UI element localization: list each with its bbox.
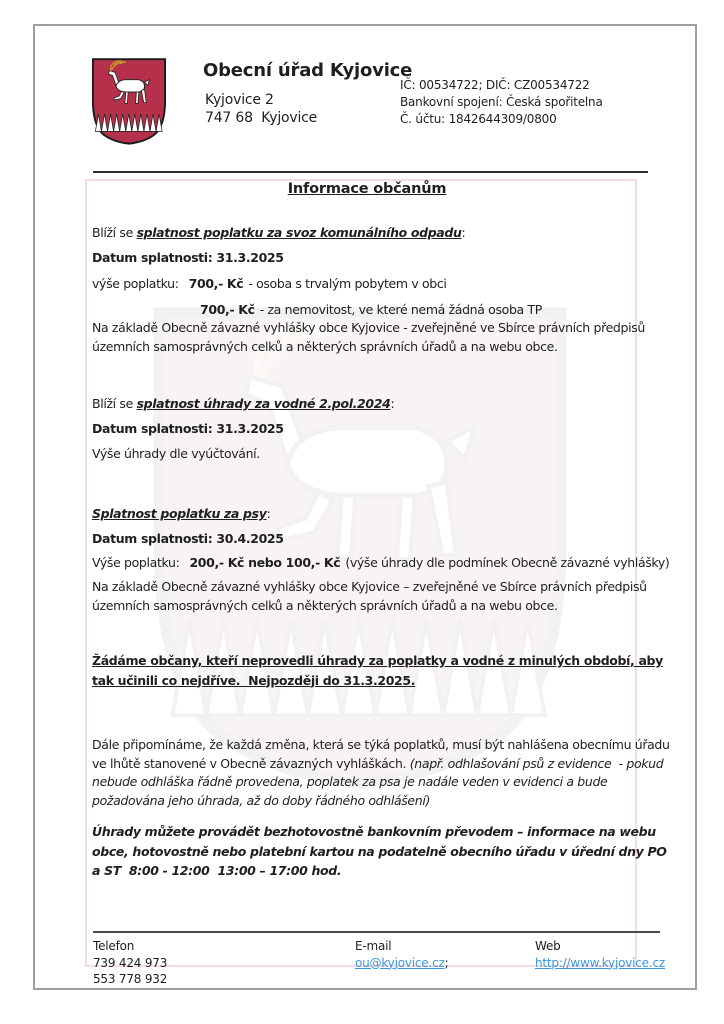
dogs-heading: Splatnost poplatku za psy <box>92 506 267 521</box>
waste-fee-line-2 <box>200 302 542 317</box>
waste-intro-line <box>92 225 465 240</box>
footer-web-line <box>535 955 665 972</box>
waste-intro-emphasis: splatnost poplatku za svoz komunálního odpadu <box>136 225 462 240</box>
footer-email-line <box>355 955 448 972</box>
change-reminder <box>92 736 670 810</box>
email-suffix: ; <box>444 955 449 970</box>
dogs-fee-line <box>92 555 669 570</box>
water-intro-line <box>92 396 394 411</box>
document-title: Informace občanům <box>287 181 447 197</box>
account-line: Č. účtu: 1842644309/0800 <box>400 112 557 126</box>
waste-legal-note: Na základě Obecně závazné vyhlášky obce Kyjovice - zveřejněné ve Sbírce právních předpisů územních samosprávných celků a některých správních úřadů a na webu obce. <box>92 320 645 354</box>
org-id-line: IČ: 00534722; DIČ: CZ00534722 <box>400 78 590 92</box>
web-link[interactable]: http://www.kyjovice.cz <box>535 955 665 970</box>
waste-fee2-desc: - za nemovitost, ve které nemá žádná osoba TP <box>259 302 542 317</box>
water-amount-note: Výše úhrady dle vyúčtování. <box>92 446 260 461</box>
footer-email-label: E-mail <box>355 939 392 953</box>
water-intro-suffix: : <box>390 396 395 411</box>
waste-fee1-amount: 700,- Kč <box>188 276 244 291</box>
dogs-heading-suffix: : <box>266 506 271 521</box>
coat-of-arms-icon <box>88 55 170 147</box>
water-due-date-line: Datum splatnosti: 31.3.2025 <box>92 421 284 436</box>
dogs-heading-line <box>92 506 270 521</box>
waste-due-date-line: Datum splatnosti: 31.3.2025 <box>92 250 284 265</box>
office-name: Obecní úřad Kyjovice <box>203 60 413 81</box>
bank-line: Bankovní spojení: Česká spořitelna <box>400 95 603 109</box>
water-intro-emphasis: splatnost úhrady za vodné 2.pol.2024 <box>136 396 391 411</box>
phone-number-2: 553 778 932 <box>93 972 168 986</box>
waste-fee-label: výše poplatku: <box>92 276 179 291</box>
footer-phone-column <box>93 938 167 988</box>
office-address-line1: Kyjovice 2 <box>205 92 274 108</box>
dogs-legal-note: Na základě Obecně závazné vyhlášky obce Kyjovice – zveřejněné ve Sbírce právních předpisů územních samosprávných celků a některých správních úřadů a na webu obce. <box>92 579 647 613</box>
waste-fee-line-1 <box>92 276 447 291</box>
footer-web-label: Web <box>535 939 561 953</box>
org-info-block <box>400 77 603 128</box>
dogs-fee-note: (výše úhrady dle podmínek Obecně závazné vyhlášky) <box>345 555 670 570</box>
dogs-fee-amount: 200,- Kč nebo 100,- Kč <box>189 555 341 570</box>
dogs-fee-label: Výše poplatku: <box>92 555 180 570</box>
waste-fee1-desc: - osoba s trvalým pobytem v obci <box>248 276 447 291</box>
waste-fee2-amount: 700,- Kč <box>200 302 255 317</box>
email-link[interactable]: ou@kyjovice.cz <box>355 955 445 970</box>
footer-divider <box>93 931 660 933</box>
change-reminder-normal: Dále připomínáme, že každá změna, která se týká poplatků, musí být nahlášena obecnímu úřadu ve lhůtě stanovené v Obecně závazných vyhláškách. <box>92 737 670 771</box>
waste-intro-prefix: Blíží se <box>92 225 137 240</box>
footer-phone-label: Telefon <box>93 939 135 953</box>
footer-email-column <box>355 938 448 971</box>
payment-info: Úhrady můžete provádět bezhotovostně bankovním převodem – informace na webu obce, hotovostně nebo platební kartou na podatelně obecního úřadu v úřední dny PO a ST 8:00 - 12:00 13:00 – 17:00 hod. <box>92 824 667 878</box>
office-address-line2: 747 68 Kyjovice <box>205 110 318 126</box>
footer-web-column <box>535 938 665 971</box>
phone-number-1: 739 424 973 <box>93 955 168 970</box>
water-intro-prefix: Blíží se <box>92 396 137 411</box>
waste-intro-suffix: : <box>461 225 466 240</box>
header-divider <box>93 171 648 173</box>
change-reminder-italic: (např. odhlašování psů z evidence - pokud nebude odhláška řádně provedena, poplatek za psa je nadále veden v evidenci a bude požadována jeho úhrada, až do doby řádného odhlášení) <box>92 755 664 808</box>
dogs-due-date-line: Datum splatnosti: 30.4.2025 <box>92 531 284 546</box>
overdue-notice: Žádáme občany, kteří neprovedli úhrady za poplatky a vodné z minulých období, aby tak učinili co nejdříve. Nejpozději do 31.3.2025. <box>92 653 663 688</box>
